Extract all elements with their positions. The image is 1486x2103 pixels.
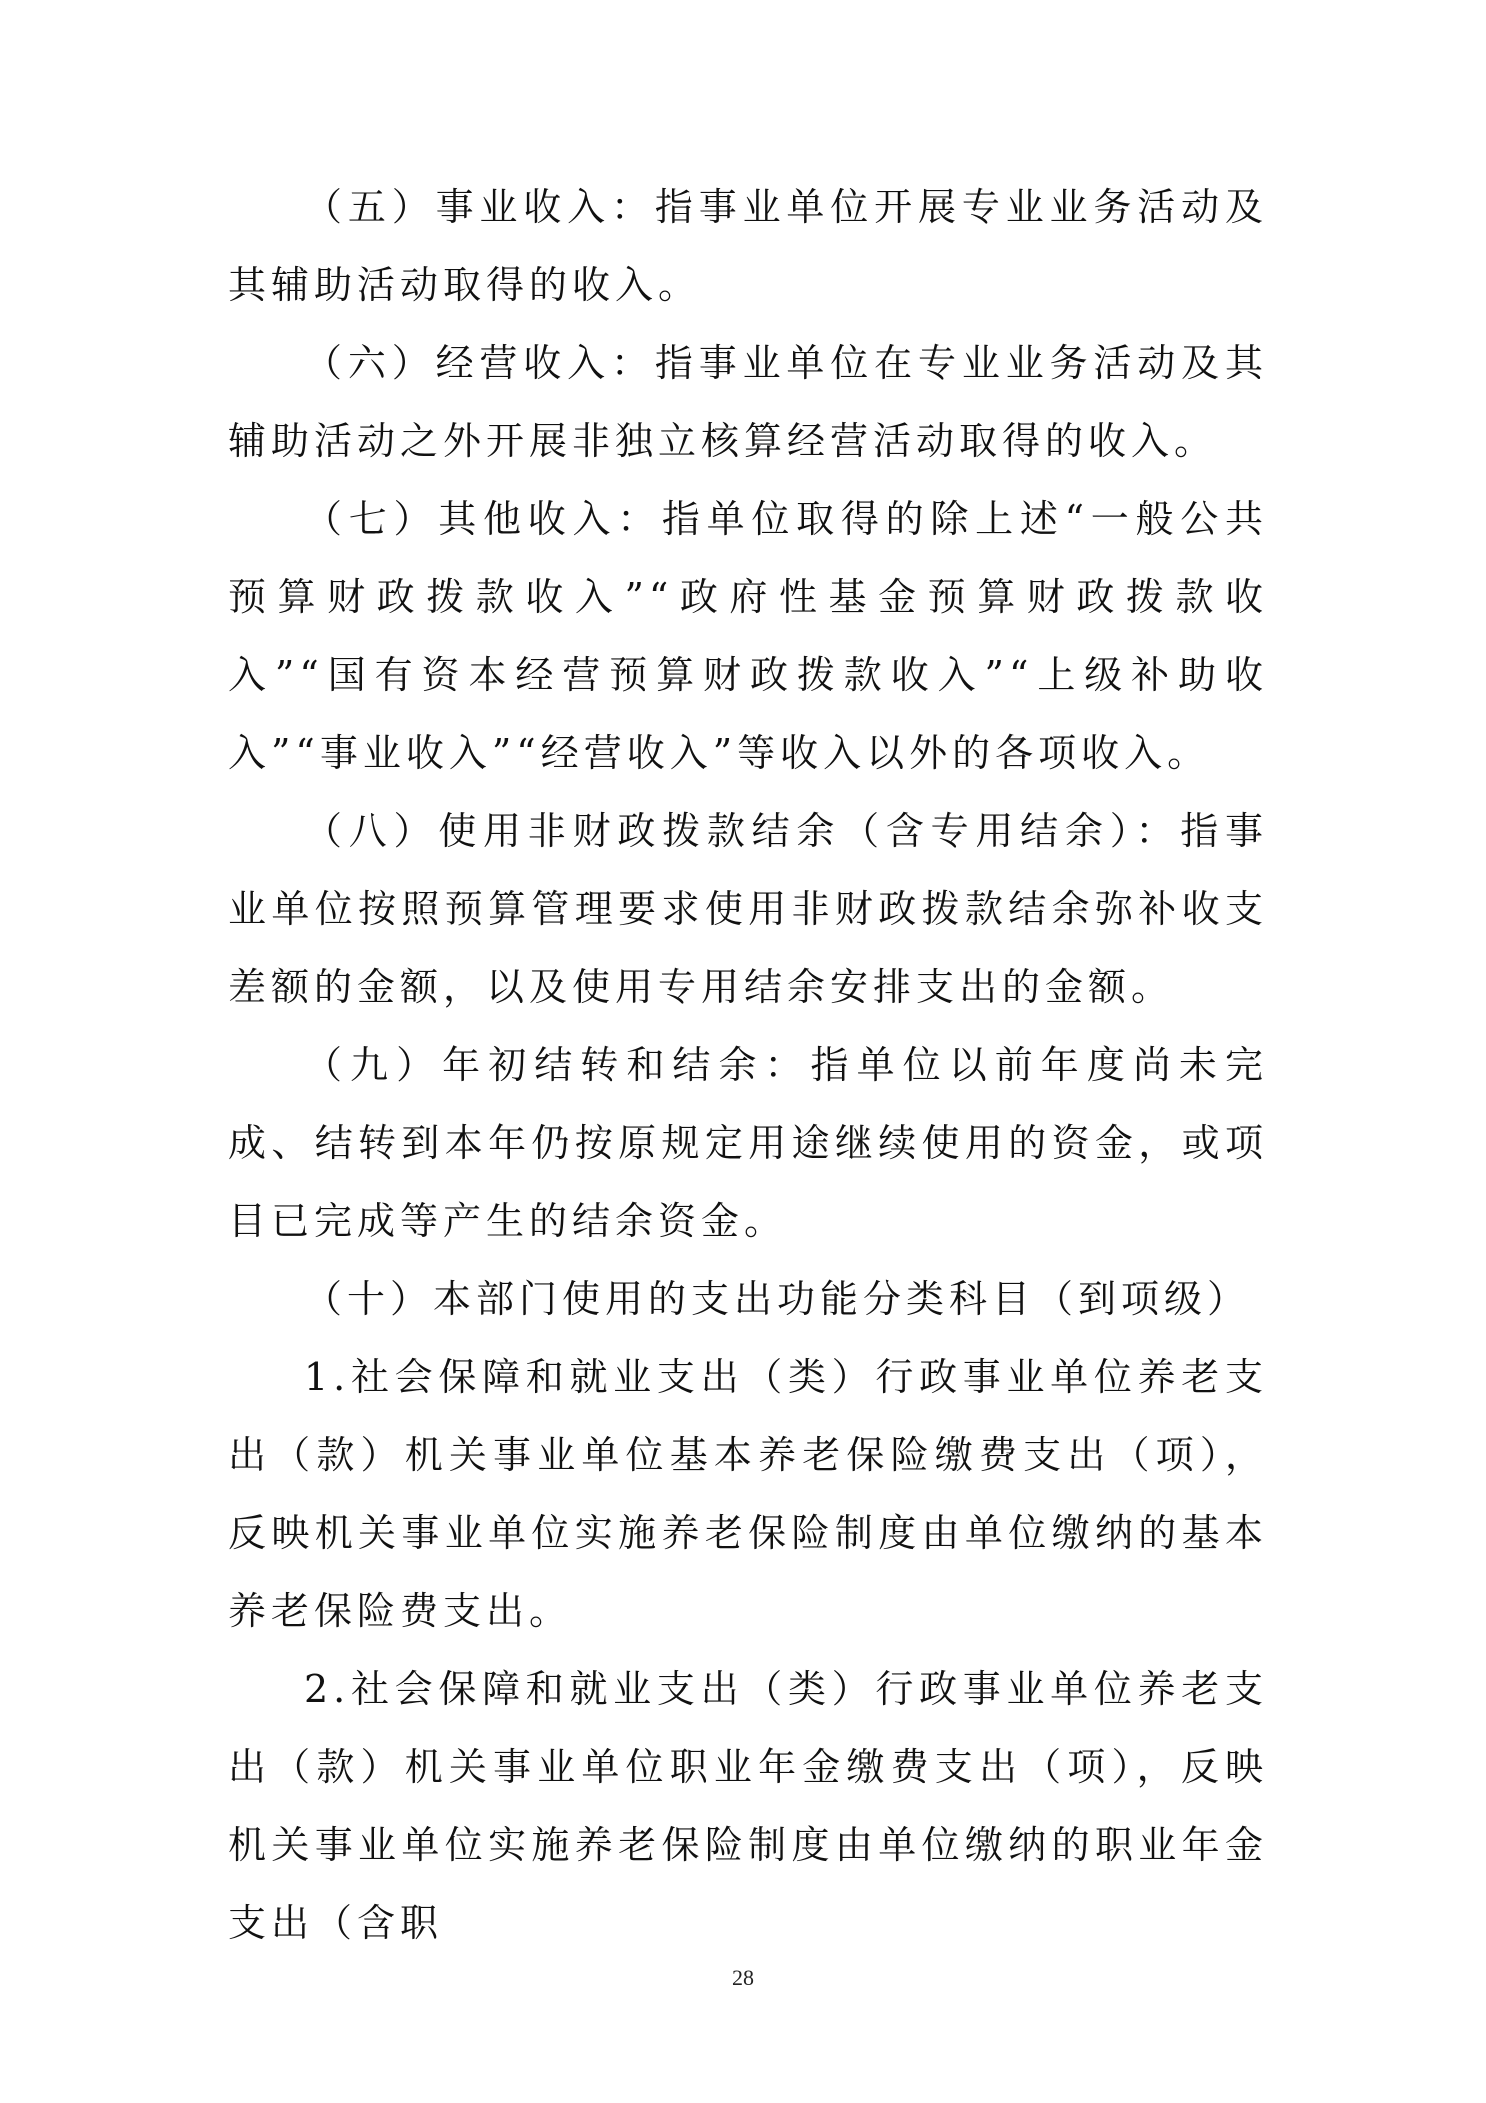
page-number: 28: [732, 1965, 754, 1990]
paragraph-business-income: （五）事业收入：指事业单位开展专业业务活动及其辅助活动取得的收入。: [228, 185, 1268, 307]
paragraph-expenditure-classification: （十）本部门使用的支出功能分类科目（到项级）: [304, 1277, 1251, 1321]
paragraph-item-1: 1.社会保障和就业支出（类）行政事业单位养老支出（款）机关事业单位基本养老保险缴费支出（项），反映机关事业单位实施养老保险制度由单位缴纳的基本养老保险费支出。: [228, 1355, 1268, 1633]
document-body: [228, 168, 1268, 1962]
paragraph-other-income: （七）其他收入：指单位取得的除上述“一般公共预算财政拨款收入”“政府性基金预算财政拨款收入”“国有资本经营预算财政拨款收入”“上级补助收入”“事业收入”“经营收入”等收入以外的各项收入。: [228, 497, 1268, 775]
paragraph-operating-income: （六）经营收入：指事业单位在专业业务活动及其辅助活动之外开展非独立核算经营活动取得的收入。: [228, 341, 1268, 463]
paragraph-non-fiscal-surplus: （八）使用非财政拨款结余（含专用结余）：指事业单位按照预算管理要求使用非财政拨款结余弥补收支差额的金额，以及使用专用结余安排支出的金额。: [228, 809, 1268, 1009]
paragraph-item-2: 2.社会保障和就业支出（类）行政事业单位养老支出（款）机关事业单位职业年金缴费支出（项），反映机关事业单位实施养老保险制度由单位缴纳的职业年金支出（含职: [228, 1667, 1268, 1945]
paragraph-carryover-balance: （九）年初结转和结余：指单位以前年度尚未完成、结转到本年仍按原规定用途继续使用的资金，或项目已完成等产生的结余资金。: [228, 1043, 1268, 1243]
